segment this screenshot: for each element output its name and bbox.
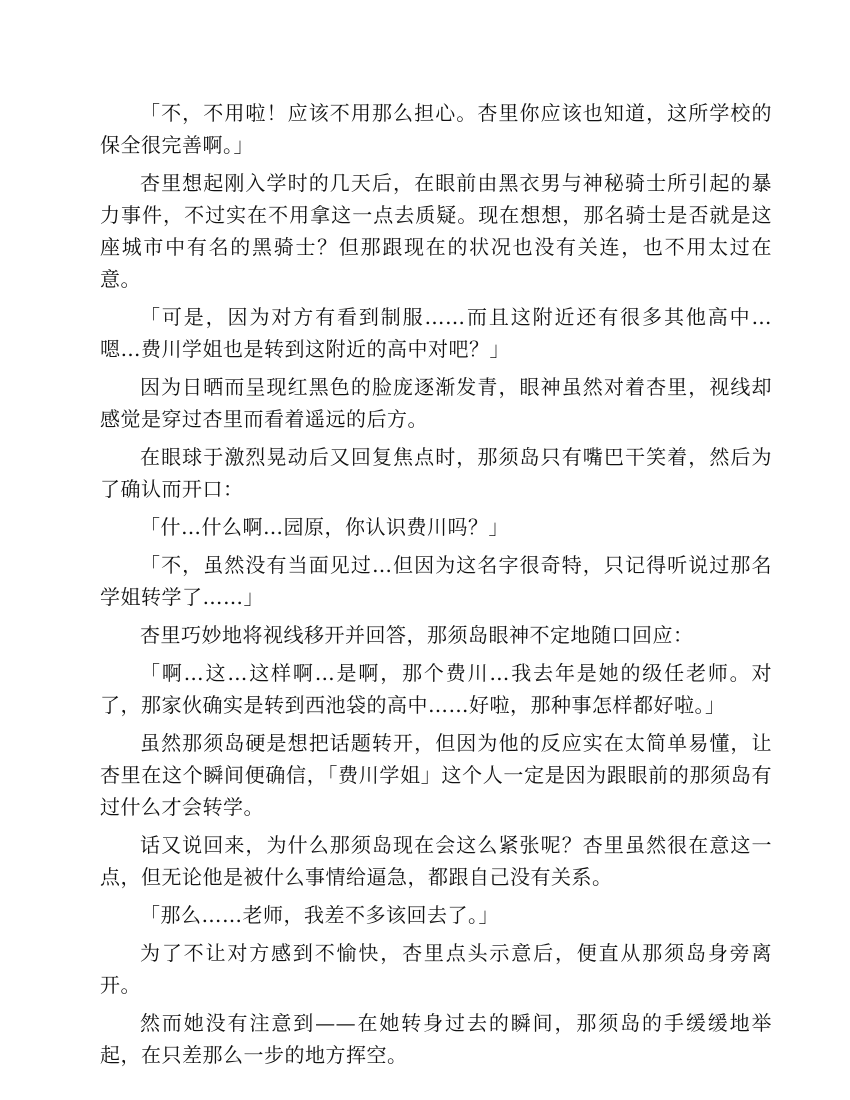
paragraph: 「什…什么啊…园原，你认识费川吗？」 xyxy=(140,515,509,539)
paragraph: 为了不让对方感到不愉快，杏里点头示意后，便直从那须岛身旁离开。 xyxy=(100,941,772,997)
paragraph: 杏里想起刚入学时的几天后，在眼前由黑衣男与神秘骑士所引起的暴力事件，不过实在不用拿这一点去质疑。现在想想，那名骑士是否就是这座城市中有名的黑骑士？但那跟现在的状况也没有关连，也不用太过在意。 xyxy=(100,171,772,291)
paragraph: 话又说回来，为什么那须岛现在会这么紧张呢？杏里虽然很在意这一点，但无论他是被什么事情给逼急，都跟自己没有关系。 xyxy=(100,833,772,889)
paragraph: 「不，不用啦！应该不用那么担心。杏里你应该也知道，这所学校的保全很完善啊。」 xyxy=(100,101,772,157)
paragraph: 「不，虽然没有当面见过…但因为这名字很奇特，只记得听说过那名学姐转学了……」 xyxy=(100,553,772,609)
paragraph: 「那么……老师，我差不多该回去了。」 xyxy=(140,903,499,927)
paragraph: 在眼球于激烈晃动后又回复焦点时，那须岛只有嘴巴干笑着，然后为了确认而开口： xyxy=(100,445,772,501)
paragraph: 因为日晒而呈现红黑色的脸庞逐渐发青，眼神虽然对着杏里，视线却感觉是穿过杏里而看着遥远的后方。 xyxy=(100,375,772,431)
paragraph: 虽然那须岛硬是想把话题转开，但因为他的反应实在太简单易懂，让杏里在这个瞬间便确信，「费川学姐」这个人一定是因为跟眼前的那须岛有过什么才会转学。 xyxy=(100,731,772,819)
paragraph: 「可是，因为对方有看到制服……而且这附近还有很多其他高中…嗯…费川学姐也是转到这附近的高中对吧？」 xyxy=(100,305,772,361)
document-page xyxy=(100,97,772,1077)
paragraph: 然而她没有注意到——在她转身过去的瞬间，那须岛的手缓缓地举起，在只差那么一步的地方挥空。 xyxy=(100,1011,772,1067)
paragraph: 杏里巧妙地将视线移开并回答，那须岛眼神不定地随口回应： xyxy=(140,623,694,647)
paragraph: 「啊…这…这样啊…是啊，那个费川…我去年是她的级任老师。对了，那家伙确实是转到西池袋的高中……好啦，那种事怎样都好啦。」 xyxy=(100,661,772,717)
